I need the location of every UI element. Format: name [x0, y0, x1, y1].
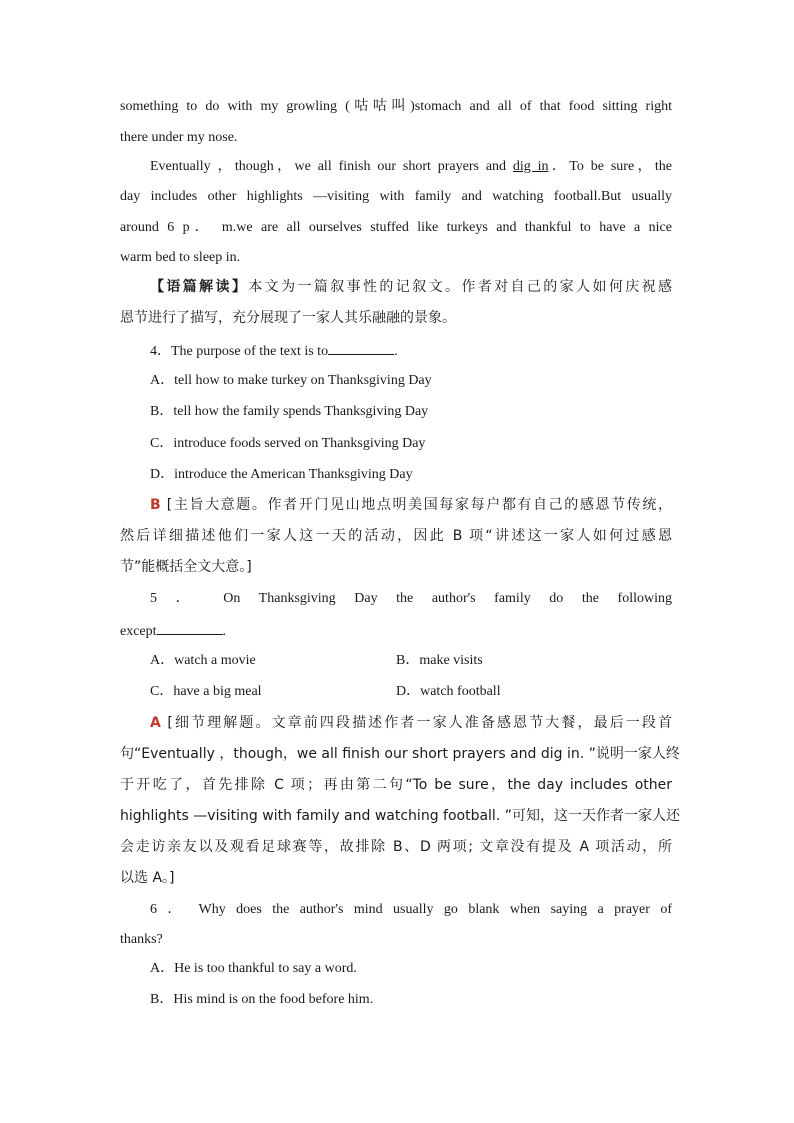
passage-line: there under my nose. — [120, 130, 238, 145]
question-4-stem — [150, 340, 398, 362]
option-d: D．introduce the American Thanksgiving Day — [150, 467, 413, 482]
question-5-stem: 5 ． On Thanksgiving Day the author's family do the following — [150, 591, 672, 606]
explanation-text: [细节理解题。文章前四段描述作者一家人准备感恩节大餐，最后一段首 — [167, 715, 672, 731]
question-6-stem: 6 ． Why does the author's mind usually go blank when saying a prayer of — [150, 902, 672, 917]
explanation-line: 节”能概括全文大意。] — [120, 559, 252, 575]
reading-analysis-line: 恩节进行了描写，充分展现了一家人其乐融融的景象。 — [120, 310, 456, 326]
question-text: except — [120, 624, 157, 639]
option-d: D．watch football — [396, 684, 501, 699]
question-end: . — [394, 344, 398, 359]
option-b: B．make visits — [396, 653, 483, 668]
passage-text: Eventually ，though，we all finish our short prayers and — [150, 159, 513, 174]
explanation-line: highlights —visiting with family and watching football. ”可知，这一天作者一家人还 — [120, 808, 680, 824]
reading-text: 本文为一篇叙事性的记叙文。作者对自己的家人如何庆祝感 — [248, 279, 673, 295]
question-end: . — [222, 624, 227, 639]
passage-line: something to do with my growling (咕咕叫)stomach and all of that food sitting right — [120, 99, 672, 114]
question-6-stem-cont: thanks? — [120, 932, 163, 947]
option-a: A．tell how to make turkey on Thanksgiving Day — [150, 373, 432, 388]
option-c: C．have a big meal — [150, 684, 262, 699]
option-b: B．His mind is on the food before him. — [150, 992, 374, 1007]
passage-text: ．To be sure，the — [548, 159, 673, 174]
underlined-phrase: dig in — [512, 159, 549, 174]
explanation-text: [主旨大意题。作者开门见山地点明美国每家每户都有自己的感恩节传统， — [166, 497, 672, 513]
reading-tag: 【语篇解读】 — [150, 279, 249, 295]
passage-line: around 6 p． m.we are all ourselves stuffed like turkeys and thankful to have a nice — [120, 220, 672, 235]
answer-blank — [157, 620, 223, 635]
answer-blank — [328, 340, 394, 355]
explanation — [150, 495, 672, 515]
option-a: A．He is too thankful to say a word. — [150, 961, 357, 976]
passage-line — [150, 157, 672, 177]
answer-letter: A — [150, 715, 161, 731]
passage-line: warm bed to sleep in. — [120, 250, 241, 265]
explanation-line: 于开吃了，首先排除 C 项；再由第二句“To be sure，the day includes other — [120, 777, 672, 793]
question-text: 4．The purpose of the text is to — [150, 344, 329, 359]
option-b: B．tell how the family spends Thanksgiving Day — [150, 404, 429, 419]
answer-letter: B — [150, 497, 161, 513]
explanation-line: 句“Eventually ，though，we all finish our short prayers and dig in. ”说明一家人终 — [120, 746, 680, 762]
option-c: C．introduce foods served on Thanksgiving Day — [150, 436, 426, 451]
explanation-line: 然后详细描述他们一家人这一天的活动，因此 B 项“讲述这一家人如何过感恩 — [120, 528, 672, 544]
question-5-stem-cont — [120, 620, 226, 642]
option-a: A．watch a movie — [150, 653, 256, 668]
passage-line: day includes other highlights —visiting with family and watching football.But usually — [120, 189, 672, 204]
explanation — [150, 713, 672, 733]
explanation-line: 会走访亲友以及观看足球赛等，故排除 B、D 两项; 文章没有提及 A 项活动，所 — [120, 839, 672, 855]
reading-analysis — [150, 277, 672, 297]
explanation-line: 以选 A。] — [120, 870, 175, 886]
